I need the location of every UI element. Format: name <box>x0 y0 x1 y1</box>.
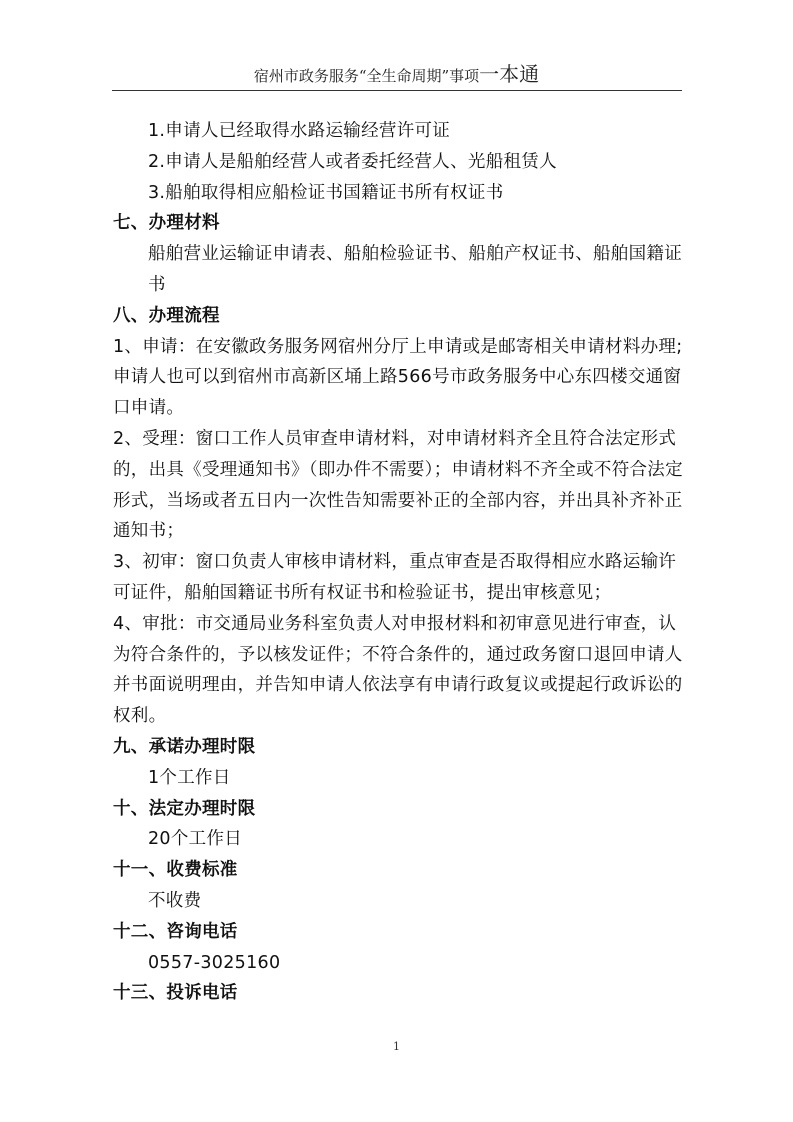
fee-value: 不收费 <box>148 890 202 911</box>
page-number: 1 <box>393 1040 400 1053</box>
document-body <box>113 116 688 1009</box>
section-heading-fee: 十一、收费标准 <box>113 860 238 881</box>
section-heading-legal-time: 十、法定办理时限 <box>113 798 256 819</box>
header-rule <box>112 90 682 91</box>
legal-time-value: 20个工作日 <box>148 829 243 850</box>
process-step-3: 3、初审：窗口负责人审核申请材料，重点审查是否取得相应水路运输许可证件，船舶国籍证书所有权证书和检验证书，提出审核意见； <box>113 552 677 603</box>
condition-2: 2.申请人是船舶经营人或者委托经营人、光船租赁人 <box>148 151 557 172</box>
header-suffix: 一本通 <box>479 62 540 86</box>
consult-phone: 0557-3025160 <box>148 952 281 973</box>
section-heading-promise-time: 九、承诺办理时限 <box>113 736 256 757</box>
header-prefix: 宿州市政务服务“全生命周期”事项 <box>253 67 480 85</box>
section-heading-complaint: 十三、投诉电话 <box>113 983 238 1004</box>
process-step-2: 2、受理：窗口工作人员审查申请材料，对申请材料齐全且符合法定形式的，出具《受理通知书》（即办件不需要）；申请材料不齐全或不符合法定形式，当场或者五日内一次性告知需要补正的全部内容，并出具补齐补正通知书； <box>113 428 683 542</box>
process-step-4: 4、审批：市交通局业务科室负责人对申报材料和初审意见进行审查，认为符合条件的，予以核发证件；不符合条件的，通过政务窗口退回申请人并书面说明理由，并告知申请人依法享有申请行政复议或提起行政诉讼的权利。 <box>113 613 683 727</box>
process-step-1: 1、申请：在安徽政务服务网宿州分厅上申请或是邮寄相关申请材料办理;申请人也可以到宿州市高新区埇上路566号市政务服务中心东四楼交通窗口申请。 <box>113 336 683 419</box>
page-header <box>0 58 793 87</box>
section-heading-materials: 七、办理材料 <box>113 213 220 234</box>
materials-content: 船舶营业运输证申请表、船舶检验证书、船舶产权证书、船舶国籍证书 <box>148 244 682 295</box>
condition-3: 3.船舶取得相应船检证书国籍证书所有权证书 <box>148 182 504 203</box>
promise-time-value: 1个工作日 <box>148 767 231 788</box>
condition-1: 1.申请人已经取得水路运输经营许可证 <box>148 121 451 141</box>
section-heading-process: 八、办理流程 <box>113 305 220 326</box>
section-heading-consult: 十二、咨询电话 <box>113 921 238 942</box>
